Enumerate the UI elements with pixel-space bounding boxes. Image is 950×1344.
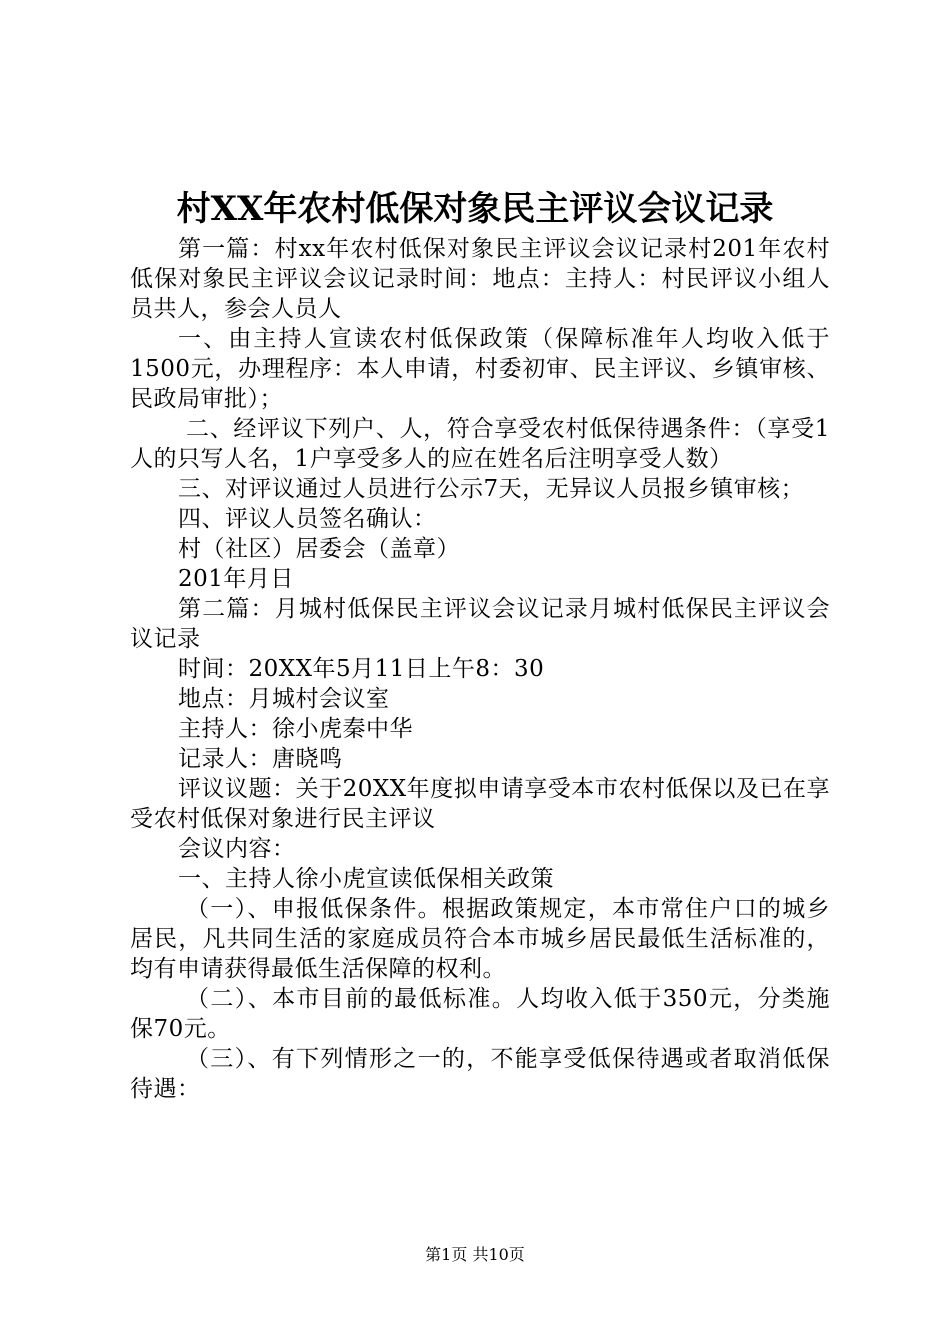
paragraph-meeting-location: 地点：月城村会议室 <box>178 686 390 712</box>
paragraph-date-line: 201年月日 <box>178 566 294 592</box>
paragraph-meeting-recorder: 记录人：唐晓鸣 <box>178 746 343 772</box>
paragraph-committee-seal: 村（社区）居委会（盖章） <box>178 536 460 562</box>
paragraph-signature-confirmation: 四、评议人员签名确认： <box>178 506 437 532</box>
paragraph-meeting-topic: 评议议题：关于20XX年度拟申请享受本市农村低保以及已在享受农村低保对象进行民主评议 <box>130 776 830 832</box>
page-number-footer: 第1页 共10页 <box>425 1245 525 1264</box>
paragraph-disqualifying-conditions: （三）、有下列情形之一的，不能享受低保待遇或者取消低保待遇： <box>130 1046 830 1102</box>
paragraph-eligible-households: 二、经评议下列户、人，符合享受农村低保待遇条件：（享受1人的只写人名，1户享受多人的应在姓名后注明享受人数） <box>130 416 830 472</box>
paragraph-application-conditions: （一）、申报低保条件。根据政策规定，本市常住户口的城乡居民，凡共同生活的家庭成员符合本市城乡居民最低生活标准的，均有申请获得最低生活保障的权利。 <box>130 896 830 982</box>
paragraph-policy-reading: 一、由主持人宣读农村低保政策（保障标准年人均收入低于1500元，办理程序：本人申请，村委初审、民主评议、乡镇审核、民政局审批）； <box>130 326 830 412</box>
paragraph-public-notice: 三、对评议通过人员进行公示7天，无异议人员报乡镇审核； <box>178 476 805 502</box>
document-body <box>130 234 830 1104</box>
paragraph-meeting-time: 时间：20XX年5月11日上午8：30 <box>178 656 545 682</box>
paragraph-minimum-standard: （二）、本市目前的最低标准。人均收入低于350元，分类施保70元。 <box>130 986 830 1042</box>
paragraph-meeting-host: 主持人：徐小虎秦中华 <box>178 716 413 742</box>
paragraph-part-one-intro: 第一篇：村xx年农村低保对象民主评议会议记录村201年农村低保对象民主评议会议记录时间：地点：主持人：村民评议小组人员共人，参会人员人 <box>130 236 830 322</box>
paragraph-policy-announcement: 一、主持人徐小虎宣读低保相关政策 <box>178 866 554 892</box>
paragraph-part-two-title: 第二篇：月城村低保民主评议会议记录月城村低保民主评议会议记录 <box>130 596 830 652</box>
document-title: 村XX年农村低保对象民主评议会议记录 <box>176 189 774 229</box>
paragraph-meeting-content-label: 会议内容： <box>178 836 296 862</box>
